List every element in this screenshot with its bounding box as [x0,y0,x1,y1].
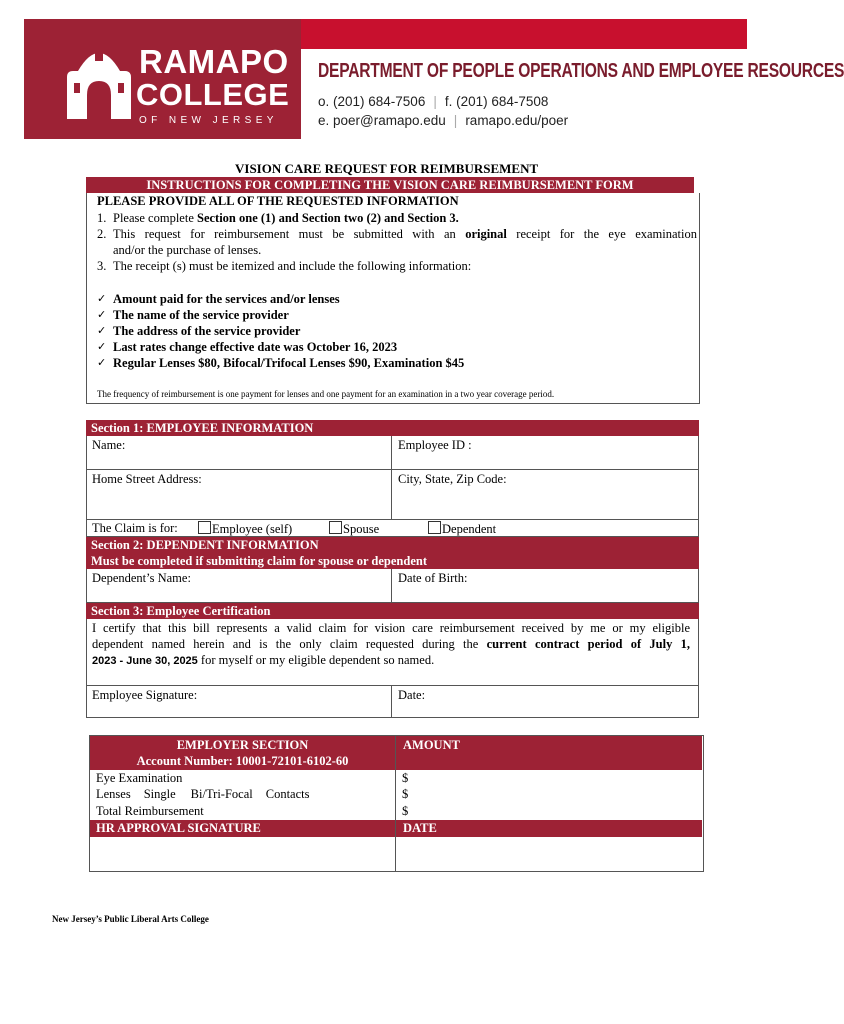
archway-logo-icon [64,41,134,121]
contact-line-1 [318,94,548,109]
logo-college: COLLEGE [136,77,290,112]
checklist-item: ✓ Last rates change effective date was October 16, 2023 [97,340,398,354]
name-field[interactable]: Name: [92,438,126,452]
contact-line-2 [318,113,568,128]
checkbox-icon[interactable] [428,521,441,534]
home-address-field[interactable]: Home Street Address: [92,472,202,486]
instruction-step-continued: and/or the purchase of lenses. [113,243,262,257]
amount-header: AMOUNT [396,736,702,770]
checkbox-icon[interactable] [329,521,342,534]
email-link[interactable]: e. poer@ramapo.edu [318,113,446,128]
section1-bar: Section 1: EMPLOYEE INFORMATION [86,420,699,436]
checkmark-icon: ✓ [97,340,107,353]
checkmark-icon: ✓ [97,292,107,305]
section3-bar: Section 3: Employee Certification [86,603,699,619]
section2-bar [86,537,699,569]
total-reimbursement-row: Total Reimbursement [96,804,204,818]
dependent-name-field[interactable]: Dependent’s Name: [92,571,191,585]
fax-number: f. (201) 684-7508 [444,94,549,109]
logo-new-jersey: OF NEW JERSEY [139,115,278,126]
eye-exam-row: Eye Examination [96,771,183,785]
signature-date-field[interactable]: Date: [398,688,426,702]
hr-date-field[interactable] [396,837,702,870]
certification-line-2: dependent named herein and is the only claim requested during the current contract period of July 1, [92,637,690,651]
city-state-zip-field[interactable]: City, State, Zip Code: [398,472,507,486]
provide-all-heading: PLEASE PROVIDE ALL OF THE REQUESTED INFORMATION [97,194,459,208]
footer-tagline: New Jersey’s Public Liberal Arts College [52,914,209,924]
instruction-step: 1. Please complete Section one (1) and Section two (2) and Section 3. [97,211,459,225]
lenses-amount[interactable]: $ [402,787,409,801]
dependent-checkbox[interactable]: Dependent [428,521,496,537]
checkmark-icon: ✓ [97,356,107,369]
frequency-note: The frequency of reimbursement is one payment for lenses and one payment for an examination in a two year coverage period. [97,389,555,399]
form-title: VISION CARE REQUEST FOR REIMBURSEMENT [235,161,539,176]
logo-ramapo: RAMAPO [139,43,289,80]
date-of-birth-field[interactable]: Date of Birth: [398,571,468,585]
checkmark-icon: ✓ [97,308,107,321]
hr-date-label: DATE [396,820,702,837]
claim-for-label: The Claim is for: [92,521,178,535]
receipt-checklist [91,291,464,371]
employer-section-header [90,736,395,770]
total-amount[interactable]: $ [402,804,409,818]
hr-signature-field[interactable] [90,837,395,870]
instructions-list [91,210,697,274]
divider [86,685,699,686]
separator: | [453,113,458,128]
employee-id-field[interactable]: Employee ID : [398,438,472,452]
website-link[interactable]: ramapo.edu/poer [465,113,569,128]
instructions-bar: INSTRUCTIONS FOR COMPLETING THE VISION CARE REIMBURSEMENT FORM [86,177,694,193]
checkmark-icon: ✓ [97,324,107,337]
phone-number: o. (201) 684-7506 [318,94,426,109]
spouse-checkbox[interactable]: Spouse [329,521,379,537]
divider [86,519,699,520]
divider [391,436,392,520]
instruction-step: 2. This request for reimbursement must be submitted with an original receipt for the eye examination [97,227,697,241]
separator: | [433,94,437,109]
divider [86,469,699,470]
checklist-item: ✓ The address of the service provider [97,324,301,338]
checkbox-icon[interactable] [198,521,211,534]
lenses-row: Lenses Single Bi/Tri-Focal Contacts [96,787,310,801]
employee-signature-field[interactable]: Employee Signature: [92,688,198,702]
header-accent-bar [301,19,747,49]
employer-section-title: EMPLOYER SECTION [176,738,309,752]
checklist-item: ✓ The name of the service provider [97,308,289,322]
certification-line-3: 2023 - June 30, 2025 for myself or my eligible dependent so named. [92,653,435,667]
divider [391,569,392,603]
section2-subtitle: Must be completed if submitting claim for spouse or dependent [91,554,427,568]
checklist-item: ✓ Amount paid for the services and/or lenses [97,292,340,306]
eye-exam-amount[interactable]: $ [402,771,409,785]
department-name: DEPARTMENT OF PEOPLE OPERATIONS AND EMPLOYEE RESOURCES [318,60,844,82]
instructions-box [86,193,700,404]
instruction-step: 3. The receipt (s) must be itemized and include the following information: [97,259,472,273]
checklist-item: ✓ Regular Lenses $80, Bifocal/Trifocal Lenses $90, Examination $45 [97,356,465,370]
hr-approval-signature-label: HR APPROVAL SIGNATURE [90,820,395,837]
college-logo [24,19,301,139]
section2-title: Section 2: DEPENDENT INFORMATION [91,538,319,552]
account-number: Account Number: 10001-72101-6102-60 [136,754,349,768]
employee-self-checkbox[interactable]: Employee (self) [198,521,292,537]
certification-line-1: I certify that this bill represents a valid claim for vision care reimbursement received by me or my eligible [92,621,690,635]
divider [391,685,392,718]
